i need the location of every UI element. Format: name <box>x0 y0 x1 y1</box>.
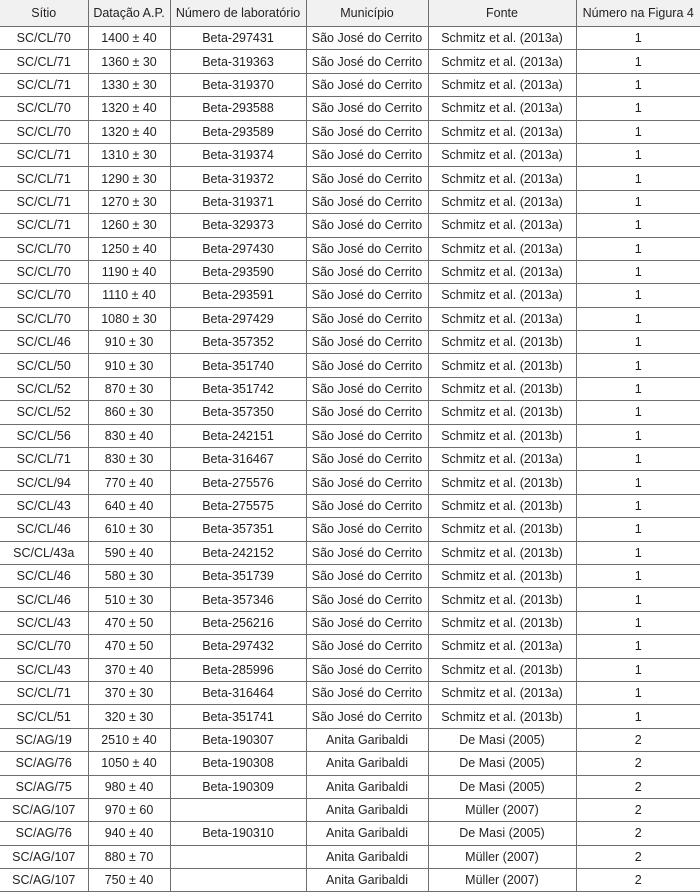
cell-municipality: Anita Garibaldi <box>306 752 428 775</box>
cell-figure-number: 1 <box>576 214 700 237</box>
cell-source: Müller (2007) <box>428 845 576 868</box>
cell-lab-number: Beta-293591 <box>170 284 306 307</box>
table-row <box>0 611 700 634</box>
cell-lab-number: Beta-256216 <box>170 611 306 634</box>
cell-municipality: São José do Cerrito <box>306 354 428 377</box>
cell-source: Schmitz et al. (2013a) <box>428 97 576 120</box>
cell-lab-number: Beta-357352 <box>170 331 306 354</box>
cell-lab-number: Beta-275575 <box>170 494 306 517</box>
header-figure-number: Número na Figura 4 <box>576 0 700 27</box>
cell-municipality: São José do Cerrito <box>306 307 428 330</box>
table-row <box>0 588 700 611</box>
cell-source: Schmitz et al. (2013a) <box>428 167 576 190</box>
cell-source: De Masi (2005) <box>428 752 576 775</box>
cell-municipality: Anita Garibaldi <box>306 728 428 751</box>
cell-municipality: São José do Cerrito <box>306 27 428 50</box>
cell-source: Schmitz et al. (2013b) <box>428 331 576 354</box>
cell-source: Schmitz et al. (2013a) <box>428 27 576 50</box>
cell-site: SC/CL/43 <box>0 494 88 517</box>
cell-municipality: São José do Cerrito <box>306 611 428 634</box>
cell-site: SC/CL/70 <box>0 260 88 283</box>
cell-site: SC/AG/76 <box>0 752 88 775</box>
table-row <box>0 845 700 868</box>
cell-municipality: São José do Cerrito <box>306 167 428 190</box>
cell-dating: 1270 ± 30 <box>88 190 170 213</box>
cell-lab-number: Beta-316464 <box>170 681 306 704</box>
cell-dating: 470 ± 50 <box>88 611 170 634</box>
cell-source: Schmitz et al. (2013b) <box>428 658 576 681</box>
cell-figure-number: 1 <box>576 564 700 587</box>
cell-source: Schmitz et al. (2013b) <box>428 494 576 517</box>
cell-lab-number: Beta-351739 <box>170 564 306 587</box>
cell-site: SC/AG/107 <box>0 798 88 821</box>
cell-source: Schmitz et al. (2013b) <box>428 377 576 400</box>
header-row <box>0 0 700 27</box>
table-row <box>0 237 700 260</box>
cell-lab-number: Beta-319363 <box>170 50 306 73</box>
cell-figure-number: 1 <box>576 377 700 400</box>
table-row <box>0 658 700 681</box>
cell-municipality: São José do Cerrito <box>306 518 428 541</box>
cell-lab-number: Beta-297430 <box>170 237 306 260</box>
cell-figure-number: 1 <box>576 73 700 96</box>
cell-source: Schmitz et al. (2013a) <box>428 307 576 330</box>
cell-dating: 980 ± 40 <box>88 775 170 798</box>
cell-dating: 580 ± 30 <box>88 564 170 587</box>
cell-municipality: São José do Cerrito <box>306 331 428 354</box>
cell-dating: 1050 ± 40 <box>88 752 170 775</box>
cell-dating: 510 ± 30 <box>88 588 170 611</box>
table-row <box>0 541 700 564</box>
table-row <box>0 214 700 237</box>
cell-dating: 2510 ± 40 <box>88 728 170 751</box>
cell-lab-number: Beta-319371 <box>170 190 306 213</box>
table-row <box>0 73 700 96</box>
cell-municipality: São José do Cerrito <box>306 260 428 283</box>
cell-site: SC/AG/76 <box>0 822 88 845</box>
cell-figure-number: 1 <box>576 518 700 541</box>
table-row <box>0 448 700 471</box>
cell-source: Schmitz et al. (2013b) <box>428 401 576 424</box>
header-municipality: Município <box>306 0 428 27</box>
cell-site: SC/CL/43 <box>0 658 88 681</box>
table-row <box>0 775 700 798</box>
cell-figure-number: 2 <box>576 798 700 821</box>
cell-figure-number: 1 <box>576 588 700 611</box>
cell-figure-number: 2 <box>576 752 700 775</box>
cell-dating: 860 ± 30 <box>88 401 170 424</box>
cell-lab-number: Beta-329373 <box>170 214 306 237</box>
cell-figure-number: 1 <box>576 424 700 447</box>
cell-dating: 910 ± 30 <box>88 354 170 377</box>
cell-figure-number: 2 <box>576 845 700 868</box>
cell-source: Schmitz et al. (2013b) <box>428 471 576 494</box>
cell-site: SC/AG/19 <box>0 728 88 751</box>
table-row <box>0 190 700 213</box>
table-row <box>0 260 700 283</box>
cell-municipality: Anita Garibaldi <box>306 775 428 798</box>
cell-source: Schmitz et al. (2013a) <box>428 50 576 73</box>
cell-dating: 1330 ± 30 <box>88 73 170 96</box>
table-row <box>0 494 700 517</box>
cell-site: SC/CL/71 <box>0 50 88 73</box>
cell-dating: 970 ± 60 <box>88 798 170 821</box>
header-source: Fonte <box>428 0 576 27</box>
cell-figure-number: 1 <box>576 658 700 681</box>
cell-source: De Masi (2005) <box>428 822 576 845</box>
cell-source: Schmitz et al. (2013a) <box>428 260 576 283</box>
cell-source: Schmitz et al. (2013a) <box>428 73 576 96</box>
cell-dating: 910 ± 30 <box>88 331 170 354</box>
cell-site: SC/CL/71 <box>0 681 88 704</box>
cell-figure-number: 1 <box>576 167 700 190</box>
cell-dating: 610 ± 30 <box>88 518 170 541</box>
table-row <box>0 681 700 704</box>
cell-source: Schmitz et al. (2013a) <box>428 120 576 143</box>
cell-lab-number: Beta-357351 <box>170 518 306 541</box>
cell-site: SC/CL/71 <box>0 167 88 190</box>
cell-municipality: São José do Cerrito <box>306 50 428 73</box>
cell-dating: 370 ± 40 <box>88 658 170 681</box>
table-body <box>0 27 700 892</box>
cell-dating: 1400 ± 40 <box>88 27 170 50</box>
cell-lab-number: Beta-297431 <box>170 27 306 50</box>
cell-site: SC/CL/46 <box>0 564 88 587</box>
cell-source: Schmitz et al. (2013a) <box>428 190 576 213</box>
table-row <box>0 401 700 424</box>
cell-figure-number: 1 <box>576 354 700 377</box>
cell-site: SC/AG/107 <box>0 845 88 868</box>
cell-dating: 1320 ± 40 <box>88 97 170 120</box>
cell-municipality: Anita Garibaldi <box>306 822 428 845</box>
cell-figure-number: 1 <box>576 120 700 143</box>
cell-dating: 1310 ± 30 <box>88 143 170 166</box>
cell-source: Schmitz et al. (2013a) <box>428 143 576 166</box>
cell-site: SC/AG/107 <box>0 869 88 892</box>
cell-lab-number: Beta-242151 <box>170 424 306 447</box>
cell-municipality: São José do Cerrito <box>306 494 428 517</box>
cell-figure-number: 1 <box>576 260 700 283</box>
cell-lab-number: Beta-357350 <box>170 401 306 424</box>
cell-site: SC/CL/50 <box>0 354 88 377</box>
cell-figure-number: 1 <box>576 50 700 73</box>
cell-municipality: Anita Garibaldi <box>306 798 428 821</box>
cell-site: SC/CL/70 <box>0 120 88 143</box>
cell-site: SC/CL/94 <box>0 471 88 494</box>
cell-dating: 750 ± 40 <box>88 869 170 892</box>
cell-municipality: Anita Garibaldi <box>306 845 428 868</box>
cell-dating: 1260 ± 30 <box>88 214 170 237</box>
cell-site: SC/CL/71 <box>0 190 88 213</box>
cell-lab-number: Beta-351742 <box>170 377 306 400</box>
cell-lab-number: Beta-351741 <box>170 705 306 728</box>
table-row <box>0 331 700 354</box>
cell-site: SC/CL/70 <box>0 284 88 307</box>
cell-figure-number: 2 <box>576 728 700 751</box>
cell-dating: 470 ± 50 <box>88 635 170 658</box>
cell-site: SC/CL/71 <box>0 143 88 166</box>
cell-lab-number: Beta-190308 <box>170 752 306 775</box>
cell-site: SC/CL/71 <box>0 214 88 237</box>
table-row <box>0 728 700 751</box>
table-row <box>0 869 700 892</box>
cell-figure-number: 1 <box>576 611 700 634</box>
cell-municipality: São José do Cerrito <box>306 564 428 587</box>
cell-site: SC/CL/46 <box>0 518 88 541</box>
cell-municipality: São José do Cerrito <box>306 120 428 143</box>
cell-lab-number <box>170 845 306 868</box>
table-row <box>0 424 700 447</box>
cell-lab-number: Beta-190309 <box>170 775 306 798</box>
cell-site: SC/CL/70 <box>0 635 88 658</box>
table-row <box>0 518 700 541</box>
table-row <box>0 705 700 728</box>
cell-figure-number: 1 <box>576 705 700 728</box>
cell-dating: 370 ± 30 <box>88 681 170 704</box>
cell-dating: 1290 ± 30 <box>88 167 170 190</box>
cell-dating: 1080 ± 30 <box>88 307 170 330</box>
cell-figure-number: 2 <box>576 775 700 798</box>
cell-figure-number: 1 <box>576 143 700 166</box>
cell-source: Schmitz et al. (2013b) <box>428 611 576 634</box>
cell-figure-number: 1 <box>576 541 700 564</box>
cell-dating: 1250 ± 40 <box>88 237 170 260</box>
cell-dating: 590 ± 40 <box>88 541 170 564</box>
cell-lab-number: Beta-297432 <box>170 635 306 658</box>
cell-figure-number: 1 <box>576 237 700 260</box>
cell-figure-number: 1 <box>576 307 700 330</box>
cell-municipality: São José do Cerrito <box>306 448 428 471</box>
cell-dating: 940 ± 40 <box>88 822 170 845</box>
cell-dating: 1190 ± 40 <box>88 260 170 283</box>
cell-source: Schmitz et al. (2013b) <box>428 564 576 587</box>
cell-source: Schmitz et al. (2013b) <box>428 541 576 564</box>
cell-lab-number: Beta-293589 <box>170 120 306 143</box>
cell-source: Müller (2007) <box>428 869 576 892</box>
cell-municipality: São José do Cerrito <box>306 424 428 447</box>
cell-source: De Masi (2005) <box>428 728 576 751</box>
cell-municipality: São José do Cerrito <box>306 681 428 704</box>
cell-site: SC/AG/75 <box>0 775 88 798</box>
cell-lab-number <box>170 869 306 892</box>
cell-municipality: São José do Cerrito <box>306 471 428 494</box>
cell-municipality: São José do Cerrito <box>306 377 428 400</box>
cell-dating: 880 ± 70 <box>88 845 170 868</box>
cell-municipality: São José do Cerrito <box>306 658 428 681</box>
cell-dating: 870 ± 30 <box>88 377 170 400</box>
cell-site: SC/CL/46 <box>0 331 88 354</box>
cell-lab-number: Beta-293590 <box>170 260 306 283</box>
table-row <box>0 307 700 330</box>
cell-source: De Masi (2005) <box>428 775 576 798</box>
table-row <box>0 120 700 143</box>
cell-site: SC/CL/71 <box>0 73 88 96</box>
cell-site: SC/CL/70 <box>0 27 88 50</box>
cell-municipality: São José do Cerrito <box>306 705 428 728</box>
cell-source: Müller (2007) <box>428 798 576 821</box>
cell-figure-number: 1 <box>576 494 700 517</box>
cell-dating: 830 ± 40 <box>88 424 170 447</box>
table-row <box>0 564 700 587</box>
cell-dating: 1110 ± 40 <box>88 284 170 307</box>
cell-source: Schmitz et al. (2013a) <box>428 214 576 237</box>
cell-site: SC/CL/70 <box>0 97 88 120</box>
cell-site: SC/CL/46 <box>0 588 88 611</box>
cell-source: Schmitz et al. (2013a) <box>428 284 576 307</box>
table-row <box>0 143 700 166</box>
table-row <box>0 167 700 190</box>
cell-source: Schmitz et al. (2013b) <box>428 705 576 728</box>
table-row <box>0 27 700 50</box>
cell-site: SC/CL/70 <box>0 307 88 330</box>
cell-figure-number: 1 <box>576 27 700 50</box>
cell-figure-number: 2 <box>576 869 700 892</box>
cell-site: SC/CL/71 <box>0 448 88 471</box>
cell-municipality: Anita Garibaldi <box>306 869 428 892</box>
cell-figure-number: 1 <box>576 448 700 471</box>
cell-municipality: São José do Cerrito <box>306 73 428 96</box>
header-site: Sítio <box>0 0 88 27</box>
cell-dating: 1360 ± 30 <box>88 50 170 73</box>
cell-site: SC/CL/56 <box>0 424 88 447</box>
cell-source: Schmitz et al. (2013a) <box>428 635 576 658</box>
table-row <box>0 822 700 845</box>
cell-site: SC/CL/52 <box>0 377 88 400</box>
cell-figure-number: 1 <box>576 635 700 658</box>
table-row <box>0 635 700 658</box>
cell-municipality: São José do Cerrito <box>306 214 428 237</box>
cell-lab-number <box>170 798 306 821</box>
cell-dating: 770 ± 40 <box>88 471 170 494</box>
cell-source: Schmitz et al. (2013b) <box>428 354 576 377</box>
cell-source: Schmitz et al. (2013b) <box>428 518 576 541</box>
cell-dating: 640 ± 40 <box>88 494 170 517</box>
cell-lab-number: Beta-190310 <box>170 822 306 845</box>
cell-site: SC/CL/52 <box>0 401 88 424</box>
cell-lab-number: Beta-319372 <box>170 167 306 190</box>
cell-figure-number: 1 <box>576 284 700 307</box>
cell-figure-number: 1 <box>576 471 700 494</box>
cell-municipality: São José do Cerrito <box>306 401 428 424</box>
cell-lab-number: Beta-275576 <box>170 471 306 494</box>
cell-figure-number: 1 <box>576 331 700 354</box>
cell-municipality: São José do Cerrito <box>306 541 428 564</box>
cell-source: Schmitz et al. (2013a) <box>428 448 576 471</box>
cell-municipality: São José do Cerrito <box>306 284 428 307</box>
table-row <box>0 97 700 120</box>
cell-site: SC/CL/43 <box>0 611 88 634</box>
cell-municipality: São José do Cerrito <box>306 97 428 120</box>
cell-source: Schmitz et al. (2013b) <box>428 588 576 611</box>
cell-lab-number: Beta-242152 <box>170 541 306 564</box>
cell-site: SC/CL/70 <box>0 237 88 260</box>
cell-dating: 830 ± 30 <box>88 448 170 471</box>
cell-source: Schmitz et al. (2013b) <box>428 424 576 447</box>
table-row <box>0 752 700 775</box>
table-row <box>0 50 700 73</box>
cell-municipality: São José do Cerrito <box>306 143 428 166</box>
cell-lab-number: Beta-357346 <box>170 588 306 611</box>
cell-municipality: São José do Cerrito <box>306 588 428 611</box>
table-row <box>0 798 700 821</box>
cell-lab-number: Beta-297429 <box>170 307 306 330</box>
table-row <box>0 471 700 494</box>
cell-figure-number: 2 <box>576 822 700 845</box>
cell-figure-number: 1 <box>576 681 700 704</box>
cell-lab-number: Beta-319374 <box>170 143 306 166</box>
table-row <box>0 354 700 377</box>
cell-lab-number: Beta-351740 <box>170 354 306 377</box>
cell-site: SC/CL/51 <box>0 705 88 728</box>
cell-lab-number: Beta-190307 <box>170 728 306 751</box>
cell-lab-number: Beta-293588 <box>170 97 306 120</box>
table-row <box>0 377 700 400</box>
cell-source: Schmitz et al. (2013a) <box>428 237 576 260</box>
cell-lab-number: Beta-285996 <box>170 658 306 681</box>
cell-site: SC/CL/43a <box>0 541 88 564</box>
header-dating: Datação A.P. <box>88 0 170 27</box>
cell-source: Schmitz et al. (2013a) <box>428 681 576 704</box>
cell-dating: 320 ± 30 <box>88 705 170 728</box>
cell-municipality: São José do Cerrito <box>306 237 428 260</box>
cell-figure-number: 1 <box>576 97 700 120</box>
cell-municipality: São José do Cerrito <box>306 635 428 658</box>
header-lab-number: Número de laboratório <box>170 0 306 27</box>
cell-dating: 1320 ± 40 <box>88 120 170 143</box>
cell-municipality: São José do Cerrito <box>306 190 428 213</box>
cell-figure-number: 1 <box>576 190 700 213</box>
cell-figure-number: 1 <box>576 401 700 424</box>
table-row <box>0 284 700 307</box>
cell-lab-number: Beta-319370 <box>170 73 306 96</box>
cell-lab-number: Beta-316467 <box>170 448 306 471</box>
